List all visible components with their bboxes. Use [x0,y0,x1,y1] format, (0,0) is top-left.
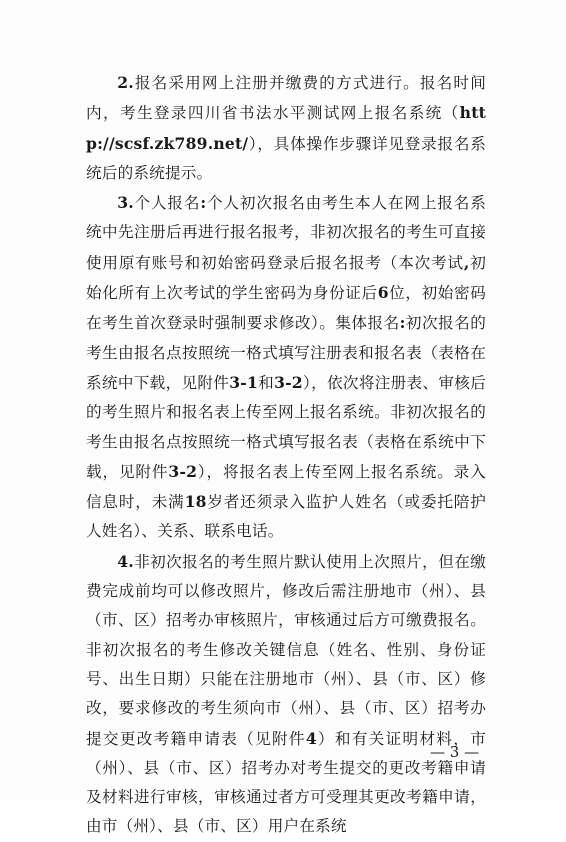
document-body [86,68,486,842]
paragraph-segment: : [399,313,406,333]
paragraph-segment: ），依次将注册表、审核后的考生照片和报名表上传至网上报名系统。非初次报名的考生由报名点按照统一格式填写报名表（表格在系统中下载，见附件 [86,373,487,481]
paragraph-2 [86,68,486,188]
paragraph-3 [86,188,486,547]
paragraph-segment: 和 [258,373,275,392]
paragraph-segment: 4 [305,728,317,748]
paragraph-segment: 个人报名 [133,194,201,213]
paragraph-4-number: 4. [117,551,134,571]
paragraph-segment: 3-2 [274,372,303,392]
paragraph-segment: , [463,252,470,272]
paragraph-segment: ）和有关证明材料，市（州）、县（市、区）招考办对考生提交的更改考籍申请及材料进行审核，审核通过者方可受理其更改考籍申请，由市（州）、县（市、区）用户在系统 [86,729,486,836]
paragraph-segment: ），将报名表上传至网上报名系统。录入信息时，未满 [86,462,486,512]
paragraph-3-number: 3. [117,193,134,213]
page-number: — 3 — [430,743,480,761]
paragraph-segment: 3-1 [229,372,259,392]
paragraph-2-number: 2. [117,73,134,92]
paragraph-segment: 位，初始密码在考生首次登录时强制要求修改）。集体报名 [86,284,486,333]
paragraph-segment: 6 [377,283,389,303]
paragraph-segment: 18 [184,492,207,512]
paragraph-segment: 非初次报名的考生照片默认使用上次照片，但在缴费完成前均可以修改照片，修改后需注册地市（州）、县（市、区）招考办审核照片，审核通过后方可缴费报名。非初次报名的考生修改关键信息（姓名、性别、身份证号、出生日期）只能在注册地市（州）、县（市、区）修改，要求修改的考生须向市（州）、县（市、区）招考办提交更改考籍申请表（见附件 [86,552,486,748]
paragraph-segment: 初次报名的考生由报名点按照统一格式填写注册表和报名表（表格在系统中下载，见附件 [86,314,486,392]
paragraph-2-text-a: 报名采用网上注册并缴费的方式进行。报名时间内，考生登录四川省书法水平测试网上报名系统（ [86,74,486,123]
registration-url: http://scsf.zk789.net/ [86,103,486,153]
paragraph-4 [86,547,486,842]
paragraph-segment: 3-2 [168,461,198,481]
paragraph-segment: : [200,193,207,213]
paragraph-segment: 初始化所有上次考试的学生密码为身份证后 [86,253,486,303]
paragraph-2-text-b: ），具体操作步骤详见登录报名系统后的系统提示。 [86,134,486,182]
paragraph-segment: 岁者还须录入监护人姓名（或委托陪护人姓名）、关系、联系电话。 [86,493,486,541]
paragraph-segment: 个人初次报名由考生本人在网上报名系统中先注册后再进行报名报考，非初次报名的考生可直接使用原有账号和初始密码登录后报名报考（本次考试 [86,194,486,272]
